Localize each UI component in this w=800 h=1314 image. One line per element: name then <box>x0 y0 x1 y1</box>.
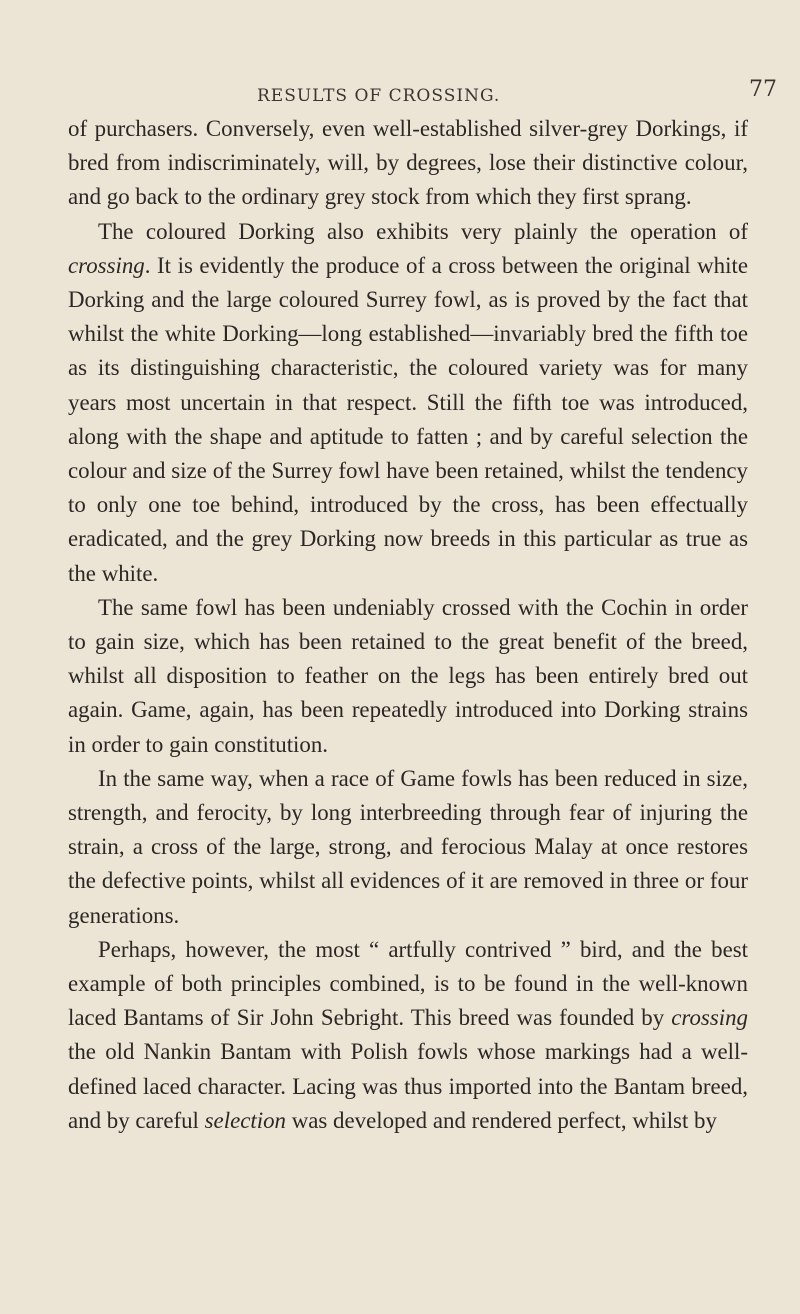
text-run: . It is evidently the produce of a cross between the original white Dorking and the large coloured Surrey fowl, as is proved by the fact that whilst the white Dorking—long established—invariably bred the fifth toe as its distinguishing characteristic, the coloured variety was for many years most uncertain in that respect. Still the fifth toe was introduced, along with the shape and aptitude to fatten ; and by careful selection the colour and size of the Surrey fowl have been retained, whilst the tendency to only one toe behind, introduced by the cross, has been effectually eradicated, and the grey Dorking now breeds in this particular as true as the white. <box>68 252 748 586</box>
italic-text: selection <box>204 1107 286 1133</box>
text-run: of purchasers. Conversely, even well-established silver-grey Dorkings, if bred from indiscriminately, will, by degrees, lose their distinctive colour, and go back to the ordinary grey stock from which they first sprang. <box>68 116 748 210</box>
paragraph <box>68 112 748 215</box>
text-run: Perhaps, however, the most “ artfully contrived ” bird, and the best example of both principles combined, is to be found in the well-known laced Bantams of Sir John Sebright. This breed was founded by <box>68 936 748 1031</box>
paragraph <box>68 215 748 591</box>
paragraph <box>68 591 748 762</box>
italic-text: crossing <box>671 1005 748 1031</box>
text-run: In the same way, when a race of Game fowls has been reduced in size, strength, and ferocity, by long interbreeding through fear of injuring the strain, a cross of the large, strong, and ferocious Malay at once restores the defective points, whilst all evidences of it are removed in three or four generations. <box>68 765 748 928</box>
text-run: The coloured Dorking also exhibits very plainly the operation of <box>98 218 748 244</box>
text-run: the old Nankin Bantam with Polish fowls whose markings had a well-defined laced character. Lacing was thus imported into the Bantam breed, and by careful <box>68 1039 748 1133</box>
paragraph <box>68 762 748 933</box>
text-run: The same fowl has been undeniably crossed with the Cochin in order to gain size, which has been retained to the great benefit of the breed, whilst all disposition to feather on the legs has been entirely bred out again. Game, again, has been repeatedly introduced into Dorking strains in order to gain constitution. <box>68 594 748 757</box>
text-run: was developed and rendered perfect, whilst by <box>286 1107 717 1133</box>
body-text <box>68 112 748 1138</box>
paragraph <box>68 933 748 1138</box>
italic-text: crossing <box>68 252 145 278</box>
page-number: 77 <box>749 77 777 102</box>
running-header: RESULTS OF CROSSING. <box>257 86 501 106</box>
